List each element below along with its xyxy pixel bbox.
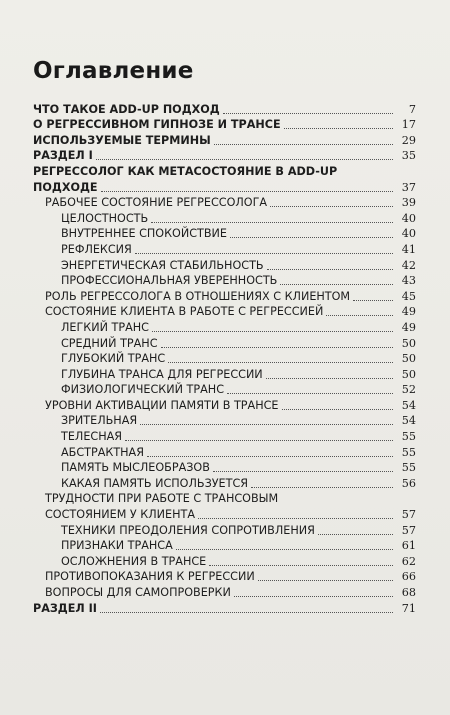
dot-leader — [227, 393, 393, 394]
toc-entry-title: ПАМЯТЬ МЫСЛЕОБРАЗОВ — [61, 461, 210, 475]
toc-entry-title: ЭНЕРГЕТИЧЕСКАЯ СТАБИЛЬНОСТЬ — [61, 258, 264, 272]
dot-leader — [251, 487, 393, 488]
toc-entry — [33, 553, 416, 569]
page-title: Оглавление — [33, 58, 194, 84]
toc-entry-page: 66 — [401, 570, 416, 584]
toc-entry-title: ТРУДНОСТИ ПРИ РАБОТЕ С ТРАНСОВЫМ — [45, 492, 279, 506]
toc-entry-page: 54 — [401, 398, 416, 412]
toc-entry — [33, 475, 416, 491]
toc-entry-title: ФИЗИОЛОГИЧЕСКИЙ ТРАНС — [61, 383, 224, 397]
toc-entry-title: СОСТОЯНИЕМ У КЛИЕНТА — [45, 508, 195, 522]
dot-leader — [318, 534, 393, 535]
toc-entry-page: 43 — [401, 274, 416, 288]
toc-entry — [33, 179, 416, 195]
toc-entry-page: 61 — [401, 539, 416, 553]
toc-entry-title: РАБОЧЕЕ СОСТОЯНИЕ РЕГРЕССОЛОГА — [45, 196, 268, 210]
dot-leader — [135, 253, 393, 254]
toc-entry — [33, 335, 416, 351]
dot-leader — [230, 237, 393, 238]
dot-leader — [270, 206, 393, 207]
dot-leader — [96, 159, 393, 160]
toc-entry-title: РАЗДЕЛ II — [33, 601, 97, 615]
toc-entry — [33, 444, 416, 460]
toc-entry — [33, 460, 416, 476]
dot-leader — [326, 315, 393, 316]
toc-entry-page: 40 — [401, 211, 416, 225]
toc-entry-page: 55 — [401, 445, 416, 459]
toc-entry-page: 56 — [401, 476, 416, 490]
toc-entry-page: 50 — [401, 352, 416, 366]
toc-entry-title: ГЛУБИНА ТРАНСА ДЛЯ РЕГРЕССИИ — [61, 367, 263, 381]
toc-entry-page: 49 — [401, 320, 416, 334]
toc-entry-page: 52 — [401, 383, 416, 397]
toc-entry-title: ЦЕЛОСТНОСТЬ — [61, 211, 149, 225]
toc-entry-title: ПОДХОДЕ — [33, 180, 98, 194]
toc-entry-page: 71 — [401, 601, 416, 615]
toc-entry-title: РАЗДЕЛ I — [33, 149, 93, 163]
toc-entry-page: 68 — [401, 586, 416, 599]
toc-entry-title: ОСЛОЖНЕНИЯ В ТРАНСЕ — [61, 554, 207, 568]
toc-entry-page: 57 — [401, 523, 416, 537]
dot-leader — [147, 456, 393, 457]
dot-leader — [258, 580, 393, 581]
toc-entry-title: ПРОТИВОПОКАЗАНИЯ К РЕГРЕССИИ — [45, 570, 255, 584]
toc-entry-title: ЛЕГКИЙ ТРАНС — [61, 320, 149, 334]
dot-leader — [176, 549, 393, 550]
toc-entry-title: ИСПОЛЬЗУЕМЫЕ ТЕРМИНЫ — [33, 133, 211, 147]
toc-entry — [33, 257, 416, 273]
toc-entry-title: РЕГРЕССОЛОГ КАК МЕТАСОСТОЯНИЕ В ADD-UP — [33, 164, 338, 178]
dot-leader — [101, 191, 393, 192]
dot-leader — [152, 331, 393, 332]
dot-leader — [213, 471, 393, 472]
toc-entry-title: УРОВНИ АКТИВАЦИИ ПАМЯТИ В ТРАНСЕ — [45, 398, 279, 412]
dot-leader — [161, 347, 393, 348]
toc-entry — [33, 132, 416, 148]
toc-entry-title: ПРИЗНАКИ ТРАНСА — [61, 539, 173, 553]
toc-entry-title: ГЛУБОКИЙ ТРАНС — [61, 352, 166, 366]
toc-entry — [33, 273, 416, 289]
table-of-contents — [33, 101, 416, 616]
dot-leader — [234, 596, 393, 597]
toc-entry-title: КАКАЯ ПАМЯТЬ ИСПОЛЬЗУЕТСЯ — [61, 476, 249, 490]
toc-entry — [33, 195, 416, 211]
toc-entry-page: 54 — [401, 414, 416, 428]
toc-entry — [33, 226, 416, 242]
dot-leader — [266, 378, 393, 379]
toc-entry-page: 40 — [401, 227, 416, 241]
toc-entry-page: 7 — [408, 102, 416, 116]
toc-entry-title: ТЕЛЕСНАЯ — [61, 430, 123, 444]
toc-entry-title: О РЕГРЕССИВНОМ ГИПНОЗЕ И ТРАНСЕ — [33, 118, 281, 132]
toc-entry-page: 35 — [401, 149, 416, 163]
toc-entry — [33, 538, 416, 554]
toc-entry — [33, 288, 416, 304]
toc-entry — [33, 366, 416, 382]
toc-entry — [33, 210, 416, 226]
toc-entry — [33, 600, 416, 616]
dot-leader — [223, 113, 393, 114]
toc-entry-page: 50 — [401, 336, 416, 350]
toc-entry — [33, 241, 416, 257]
toc-entry — [33, 569, 416, 585]
dot-leader — [214, 144, 393, 145]
toc-entry-title: РЕФЛЕКСИЯ — [61, 242, 132, 256]
toc-entry — [33, 319, 416, 335]
toc-entry-page: 50 — [401, 367, 416, 381]
toc-entry-page: 62 — [401, 554, 416, 568]
dot-leader — [125, 440, 393, 441]
toc-entry-title: ВОПРОСЫ ДЛЯ САМОПРОВЕРКИ — [45, 586, 231, 599]
toc-entry-page: 41 — [401, 242, 416, 256]
toc-entry-title: ПРОФЕССИОНАЛЬНАЯ УВЕРЕННОСТЬ — [61, 274, 278, 288]
toc-entry-title: СОСТОЯНИЕ КЛИЕНТА В РАБОТЕ С РЕГРЕССИЕЙ — [45, 305, 324, 319]
dot-leader — [267, 269, 393, 270]
toc-entry — [33, 163, 416, 179]
toc-entry-page: 39 — [401, 196, 416, 210]
toc-entry-title: АБСТРАКТНАЯ — [61, 445, 144, 459]
toc-entry-page: 55 — [401, 430, 416, 444]
toc-entry-title: ЧТО ТАКОЕ ADD-UP ПОДХОД — [33, 102, 220, 116]
toc-entry — [33, 351, 416, 367]
dot-leader — [284, 128, 393, 129]
toc-entry — [33, 491, 416, 507]
toc-entry-page: 42 — [401, 258, 416, 272]
toc-entry — [33, 506, 416, 522]
dot-leader — [209, 565, 393, 566]
toc-entry — [33, 101, 416, 117]
toc-entry — [33, 148, 416, 164]
toc-entry-page: 57 — [401, 508, 416, 522]
toc-entry-title: СРЕДНИЙ ТРАНС — [61, 336, 158, 350]
toc-entry-title: РОЛЬ РЕГРЕССОЛОГА В ОТНОШЕНИЯХ С КЛИЕНТОМ — [45, 289, 351, 303]
toc-entry-page: 45 — [401, 289, 416, 303]
dot-leader — [198, 518, 393, 519]
toc-entry — [33, 382, 416, 398]
toc-entry-page: 55 — [401, 461, 416, 475]
toc-entry-title: ВНУТРЕННЕЕ СПОКОЙСТВИЕ — [61, 227, 227, 241]
dot-leader — [151, 222, 393, 223]
toc-entry-page: 49 — [401, 305, 416, 319]
dot-leader — [280, 284, 393, 285]
toc-entry — [33, 117, 416, 133]
dot-leader — [100, 612, 393, 613]
dot-leader — [353, 300, 393, 301]
dot-leader — [168, 362, 393, 363]
dot-leader — [282, 409, 394, 410]
toc-entry-page: 29 — [401, 133, 416, 147]
toc-entry-title: ЗРИТЕЛЬНАЯ — [61, 414, 138, 428]
toc-entry — [33, 304, 416, 320]
toc-entry — [33, 522, 416, 538]
toc-entry-title: ТЕХНИКИ ПРЕОДОЛЕНИЯ СОПРОТИВЛЕНИЯ — [61, 523, 315, 537]
toc-entry-page: 17 — [401, 118, 416, 132]
toc-entry — [33, 584, 416, 600]
toc-entry-page: 37 — [401, 180, 416, 194]
dot-leader — [140, 424, 393, 425]
toc-entry — [33, 428, 416, 444]
toc-entry — [33, 397, 416, 413]
toc-entry — [33, 413, 416, 429]
